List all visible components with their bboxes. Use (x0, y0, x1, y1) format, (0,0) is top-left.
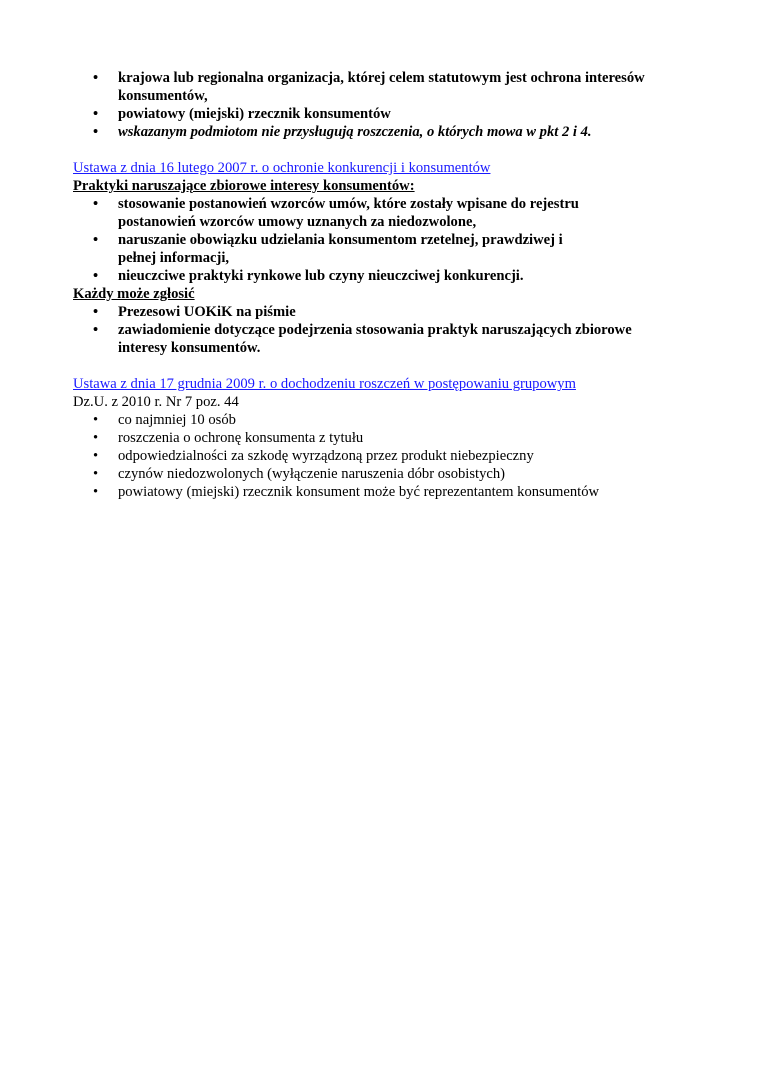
list-report (73, 303, 693, 357)
list-practices (73, 195, 693, 285)
list-item-text: zawiadomienie dotyczące podejrzenia stosowania praktyk naruszających zbiorowe interesy konsumentów. (118, 322, 632, 356)
list-item (73, 231, 693, 267)
bullet: • (93, 484, 99, 500)
bullet: • (93, 466, 99, 482)
list-item (73, 321, 693, 357)
list-item-text: wskazanym podmiotom nie przysługują roszczenia, o których mowa w pkt 2 i 4. (118, 124, 592, 140)
list-item (73, 123, 693, 141)
list-item-text: naruszanie obowiązku udzielania konsumentom rzetelnej, prawdziwej i pełnej informacji, (118, 232, 563, 266)
list-item-text: nieuczciwe praktyki rynkowe lub czyny nieuczciwej konkurencji. (118, 268, 524, 284)
bullet: • (93, 124, 99, 140)
list-item-text: powiatowy (miejski) rzecznik konsument może być reprezentantem konsumentów (118, 484, 600, 500)
list-group-claims (73, 411, 693, 501)
list-item (73, 447, 693, 465)
list-item-text: roszczenia o ochronę konsumenta z tytułu (118, 430, 364, 446)
bullet: • (93, 430, 99, 446)
bullet: • (93, 412, 99, 428)
report-heading: Każdy może zgłosić (73, 286, 195, 302)
list-item (73, 465, 693, 483)
bullet: • (93, 196, 99, 212)
bullet: • (93, 304, 99, 320)
document-page (73, 69, 693, 501)
practices-heading: Praktyki naruszające zbiorowe interesy konsumentów: (73, 178, 415, 194)
list-item-text: powiatowy (miejski) rzecznik konsumentów (118, 106, 391, 122)
bullet: • (93, 70, 99, 86)
bullet: • (93, 322, 99, 338)
list-item-text: krajowa lub regionalna organizacja, której celem statutowym jest ochrona interesów konsumentów, (118, 70, 645, 104)
list-item (73, 483, 693, 501)
bullet: • (93, 232, 99, 248)
list-item (73, 303, 693, 321)
bullet: • (93, 106, 99, 122)
list-item-text: co najmniej 10 osób (118, 412, 236, 428)
list-item-text: odpowiedzialności za szkodę wyrządzoną przez produkt niebezpieczny (118, 448, 534, 464)
list-entities (73, 69, 693, 141)
list-item (73, 411, 693, 429)
list-item (73, 105, 693, 123)
list-item (73, 195, 693, 231)
list-item-text: Prezesowi UOKiK na piśmie (118, 304, 296, 320)
list-item (73, 429, 693, 447)
act-link-2007[interactable]: Ustawa z dnia 16 lutego 2007 r. o ochronie konkurencji i konsumentów (73, 160, 491, 176)
bullet: • (93, 448, 99, 464)
list-item-text: czynów niedozwolonych (wyłączenie naruszenia dóbr osobistych) (118, 466, 506, 482)
bullet: • (93, 268, 99, 284)
list-item (73, 267, 693, 285)
journal-reference: Dz.U. z 2010 r. Nr 7 poz. 44 (73, 394, 239, 410)
act-link-2009[interactable]: Ustawa z dnia 17 grudnia 2009 r. o dochodzeniu roszczeń w postępowaniu grupowym (73, 376, 576, 392)
list-item (73, 69, 693, 105)
list-item-text: stosowanie postanowień wzorców umów, które zostały wpisane do rejestru postanowień wzorców umowy uznanych za niedozwolone, (118, 196, 579, 230)
